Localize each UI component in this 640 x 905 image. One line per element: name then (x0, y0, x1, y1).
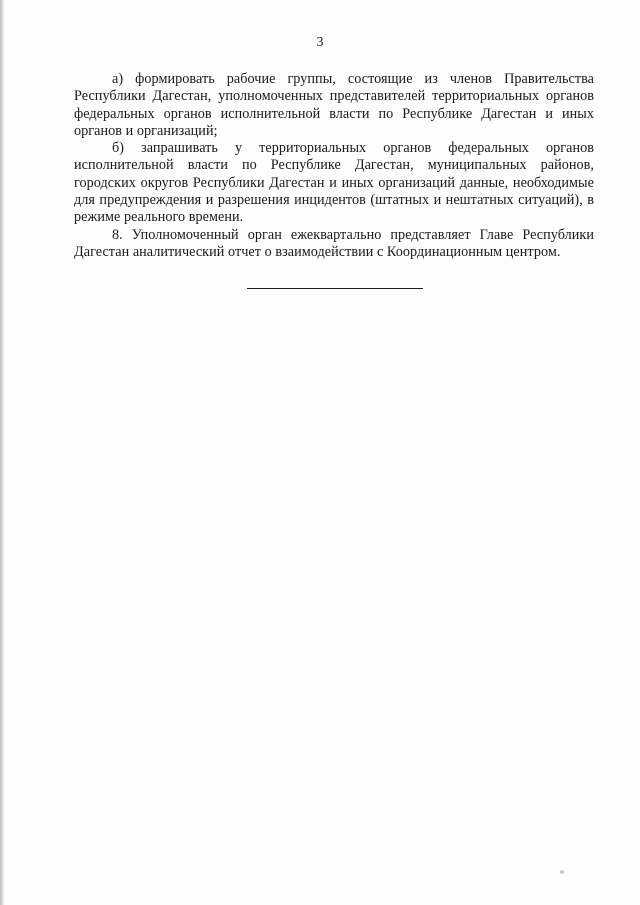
document-body (74, 71, 594, 261)
paragraph-b: б) запрашивать у территориальных органов федеральных органов исполнительной власти по Республике Дагестан, муниципальных районов, городских округов Республики Дагестан и иных организаций данные, необходимые для предупреждения и разрешения инцидентов (штатных и нештатных ситуаций), в режиме реального времени. (74, 140, 594, 226)
scan-speck (560, 870, 564, 874)
end-separator-line (247, 288, 423, 289)
page-number: 3 (316, 35, 324, 50)
paragraph-8: 8. Уполномоченный орган ежеквартально представляет Главе Республики Дагестан аналитический отчет о взаимодействии с Координационным центром. (74, 226, 594, 260)
paragraph-a: а) формировать рабочие группы, состоящие из членов Правительства Республики Дагестан, уполномоченных представителей территориальных органов федеральных органов исполнительной власти по Республике Дагестан и иных органов и организаций; (74, 71, 594, 139)
scan-edge-shadow (0, 0, 4, 905)
